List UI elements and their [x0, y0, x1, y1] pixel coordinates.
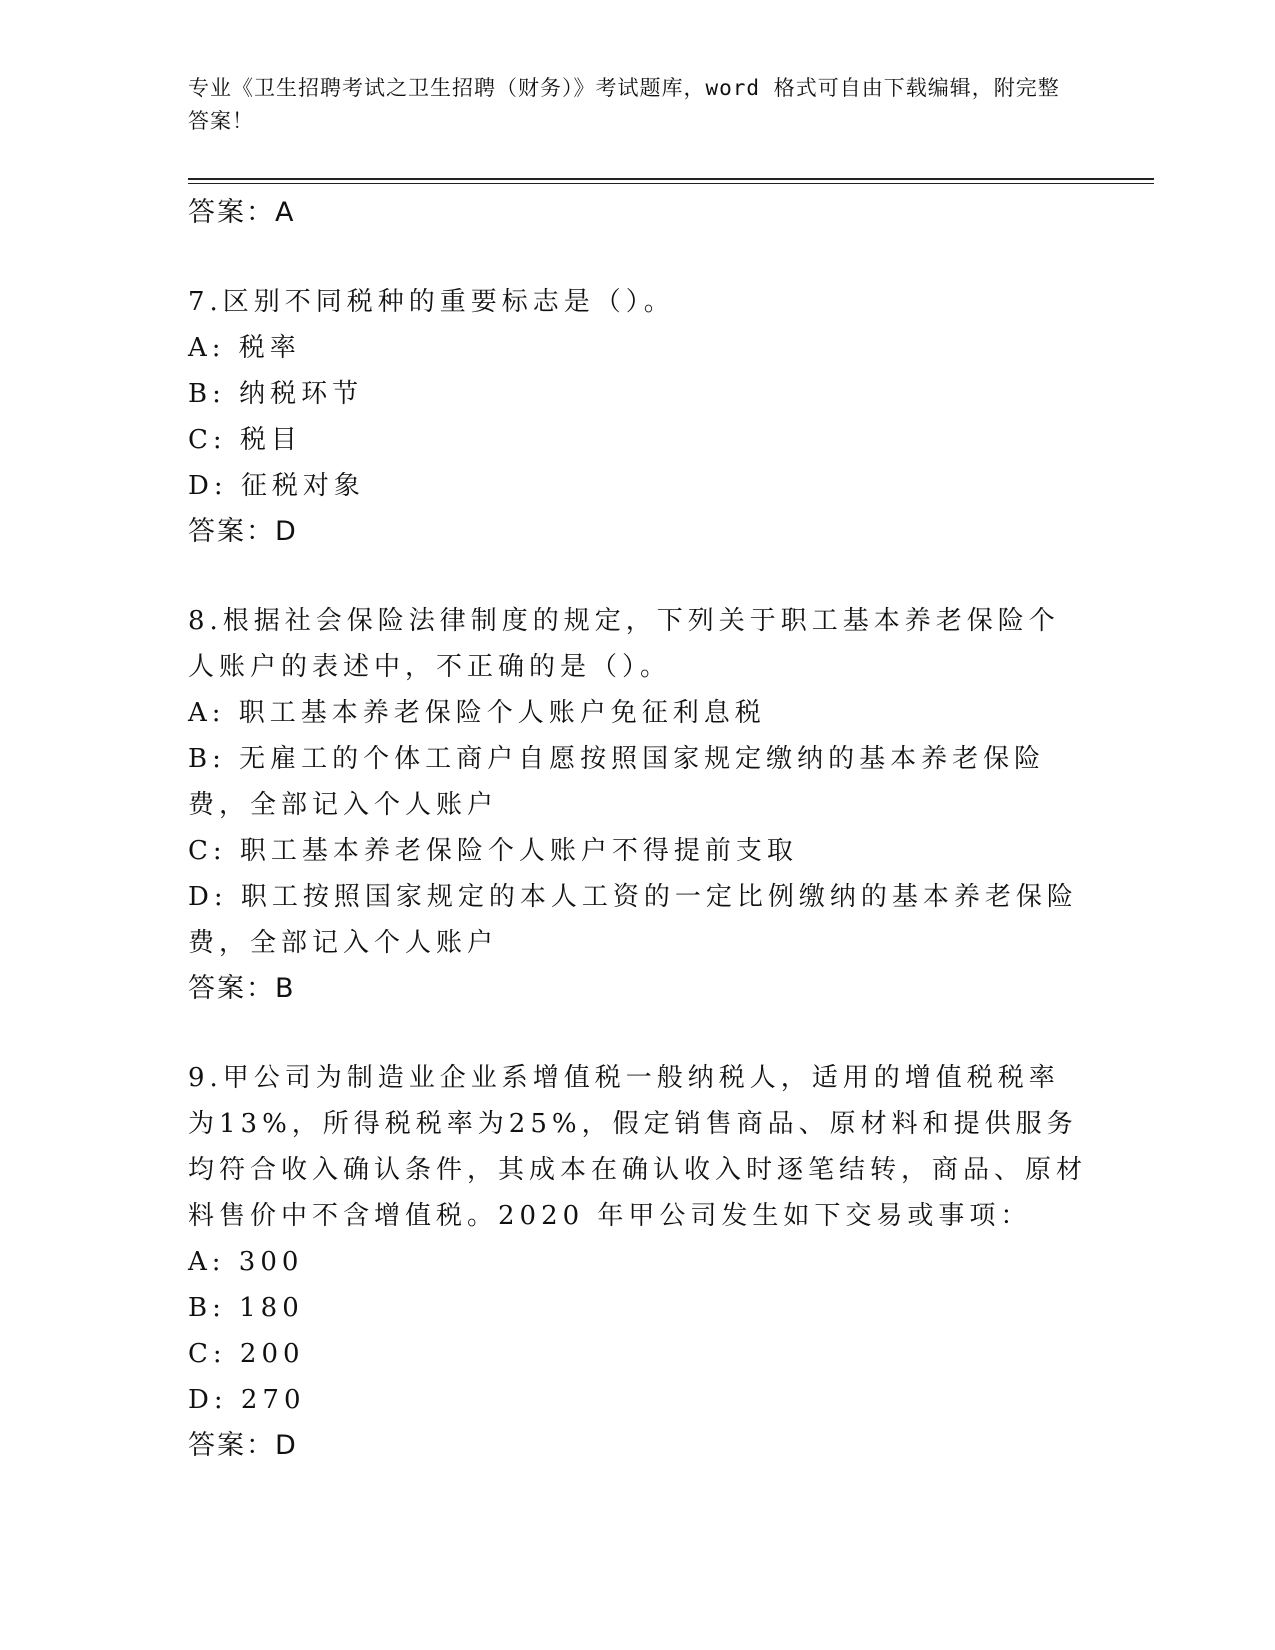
option-b: B: 纳税环节	[188, 379, 364, 409]
question-9	[188, 1055, 1088, 1469]
question-7	[188, 279, 1088, 555]
spacer	[188, 555, 1088, 598]
document-body	[188, 190, 1088, 1469]
question-8	[188, 598, 1088, 1012]
header-rule-thin	[188, 183, 1154, 184]
option-c: C: 职工基本养老保险个人账户不得提前支取	[188, 836, 798, 866]
header-rule-thick	[188, 178, 1154, 180]
option-c: C: 200	[188, 1339, 305, 1369]
answer: 答案：B	[188, 973, 296, 1004]
option-b: B: 无雇工的个体工商户自愿按照国家规定缴纳的基本养老保险费，全部记入个人账户	[188, 744, 1046, 820]
option-c: C: 税目	[188, 425, 302, 455]
option-a: A: 职工基本养老保险个人账户免征利息税	[188, 698, 766, 728]
question-text: 7.区别不同税种的重要标志是（）。	[188, 287, 675, 317]
option-d: D: 270	[188, 1385, 306, 1415]
spacer	[188, 1012, 1088, 1055]
spacer	[188, 236, 1088, 279]
answer: 答案：D	[188, 516, 298, 547]
option-a: A: 税率	[188, 333, 301, 363]
option-a: A: 300	[188, 1247, 304, 1277]
answer: 答案：D	[188, 1430, 298, 1461]
previous-answer: 答案：A	[188, 197, 296, 228]
option-b: B: 180	[188, 1293, 304, 1323]
option-d: D: 职工按照国家规定的本人工资的一定比例缴纳的基本养老保险费，全部记入个人账户	[188, 882, 1078, 958]
document-header: 专业《卫生招聘考试之卫生招聘（财务）》考试题库，word 格式可自由下载编辑，附完整答案！	[188, 76, 1060, 133]
question-text: 8.根据社会保险法律制度的规定，下列关于职工基本养老保险个人账户的表述中，不正确的是（）。	[188, 606, 1060, 682]
option-d: D: 征税对象	[188, 471, 365, 501]
question-text: 9.甲公司为制造业企业系增值税一般纳税人，适用的增值税税率为13%，所得税税率为25%，假定销售商品、原材料和提供服务均符合收入确认条件，其成本在确认收入时逐笔结转，商品、原材料售价中不含增值税。2020 年甲公司发生如下交易或事项：	[188, 1063, 1088, 1231]
